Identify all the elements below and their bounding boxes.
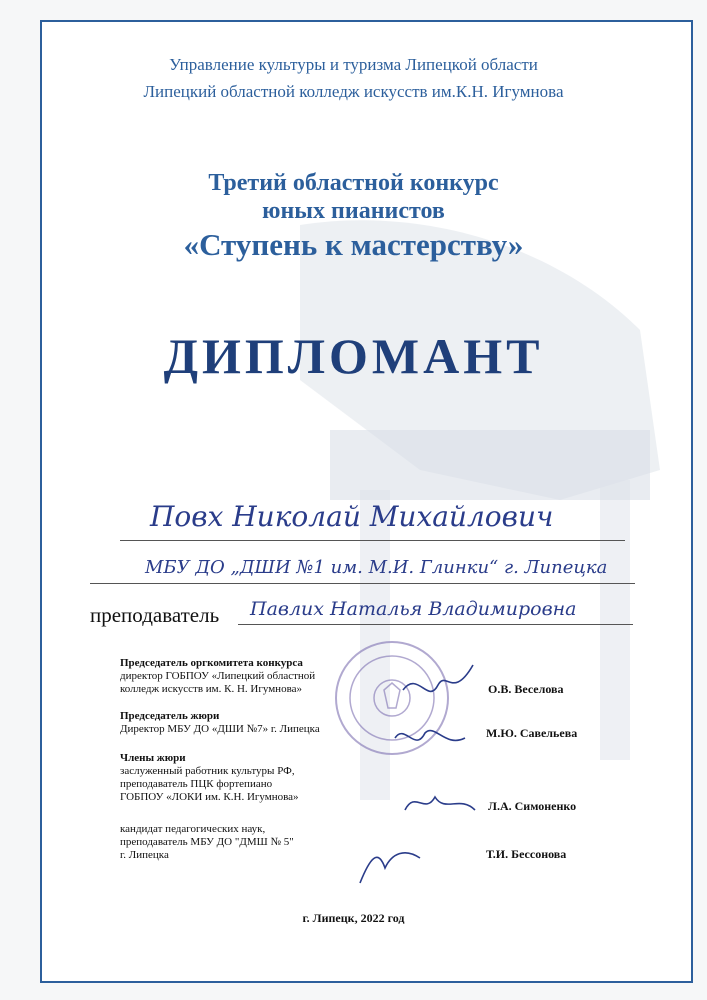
chair-jury-name: М.Ю. Савельева: [486, 726, 578, 740]
college-line: Липецкий областной колледж искусств им.К.Н. Игумнова: [143, 82, 564, 101]
name-line: [120, 540, 625, 541]
signature-3: [400, 785, 480, 825]
member-2-desc-1: кандидат педагогических наук,: [120, 823, 266, 835]
chair-jury-title: Председатель жюри: [120, 710, 220, 722]
chair-org-name: О.В. Веселова: [488, 682, 564, 696]
award-title: ДИПЛОМАНТ: [163, 328, 544, 384]
signature-4: [350, 838, 430, 888]
chair-org-title: Председатель оргкомитета конкурса: [120, 657, 303, 669]
member-2-block: [120, 823, 380, 862]
teacher-name: Павлих Наталья Владимировна: [250, 598, 577, 620]
contest-line-1: Третий областной конкурс: [208, 170, 499, 196]
ministry-line: Управление культуры и туризма Липецкой области: [169, 55, 538, 74]
members-title: Члены жюри: [120, 752, 186, 764]
teacher-label: преподаватель: [90, 603, 220, 627]
member-1-desc-3: ГОБПОУ «ЛОКИ им. К.Н. Игумнова»: [120, 791, 299, 803]
contest-line-2: юных пианистов: [262, 198, 445, 224]
member-2-name: Т.И. Бессонова: [486, 847, 567, 861]
chair-org-desc-1: директор ГОБПОУ «Липецкий областной: [120, 670, 316, 682]
teacher-line: [238, 624, 633, 625]
chair-jury-desc: Директор МБУ ДО «ДШИ №7» г. Липецка: [120, 723, 320, 735]
signature-2: [390, 718, 470, 758]
member-2-desc-3: г. Липецка: [120, 849, 169, 861]
school-line: [90, 583, 635, 584]
member-2-desc-2: преподаватель МБУ ДО "ДМШ № 5": [120, 836, 294, 848]
recipient-school: МБУ ДО „ДШИ №1 им. М.И. Глинки“ г. Липецка: [145, 557, 608, 578]
member-1-block: [120, 752, 380, 804]
contest-title: «Ступень к мастерству»: [183, 227, 524, 262]
member-1-desc-1: заслуженный работник культуры РФ,: [120, 765, 295, 777]
member-1-desc-2: преподаватель ПЦК фортепиано: [120, 778, 273, 790]
signature-1: [398, 660, 478, 710]
chair-org-block: [120, 657, 380, 696]
member-1-name: Л.А. Симоненко: [488, 799, 577, 813]
recipient-name: Повх Николай Михайлович: [150, 500, 554, 533]
footer-place-year: г. Липецк, 2022 год: [302, 911, 405, 925]
chair-jury-block: [120, 710, 380, 736]
chair-org-desc-2: колледж искусств им. К. Н. Игумнова»: [120, 683, 302, 695]
